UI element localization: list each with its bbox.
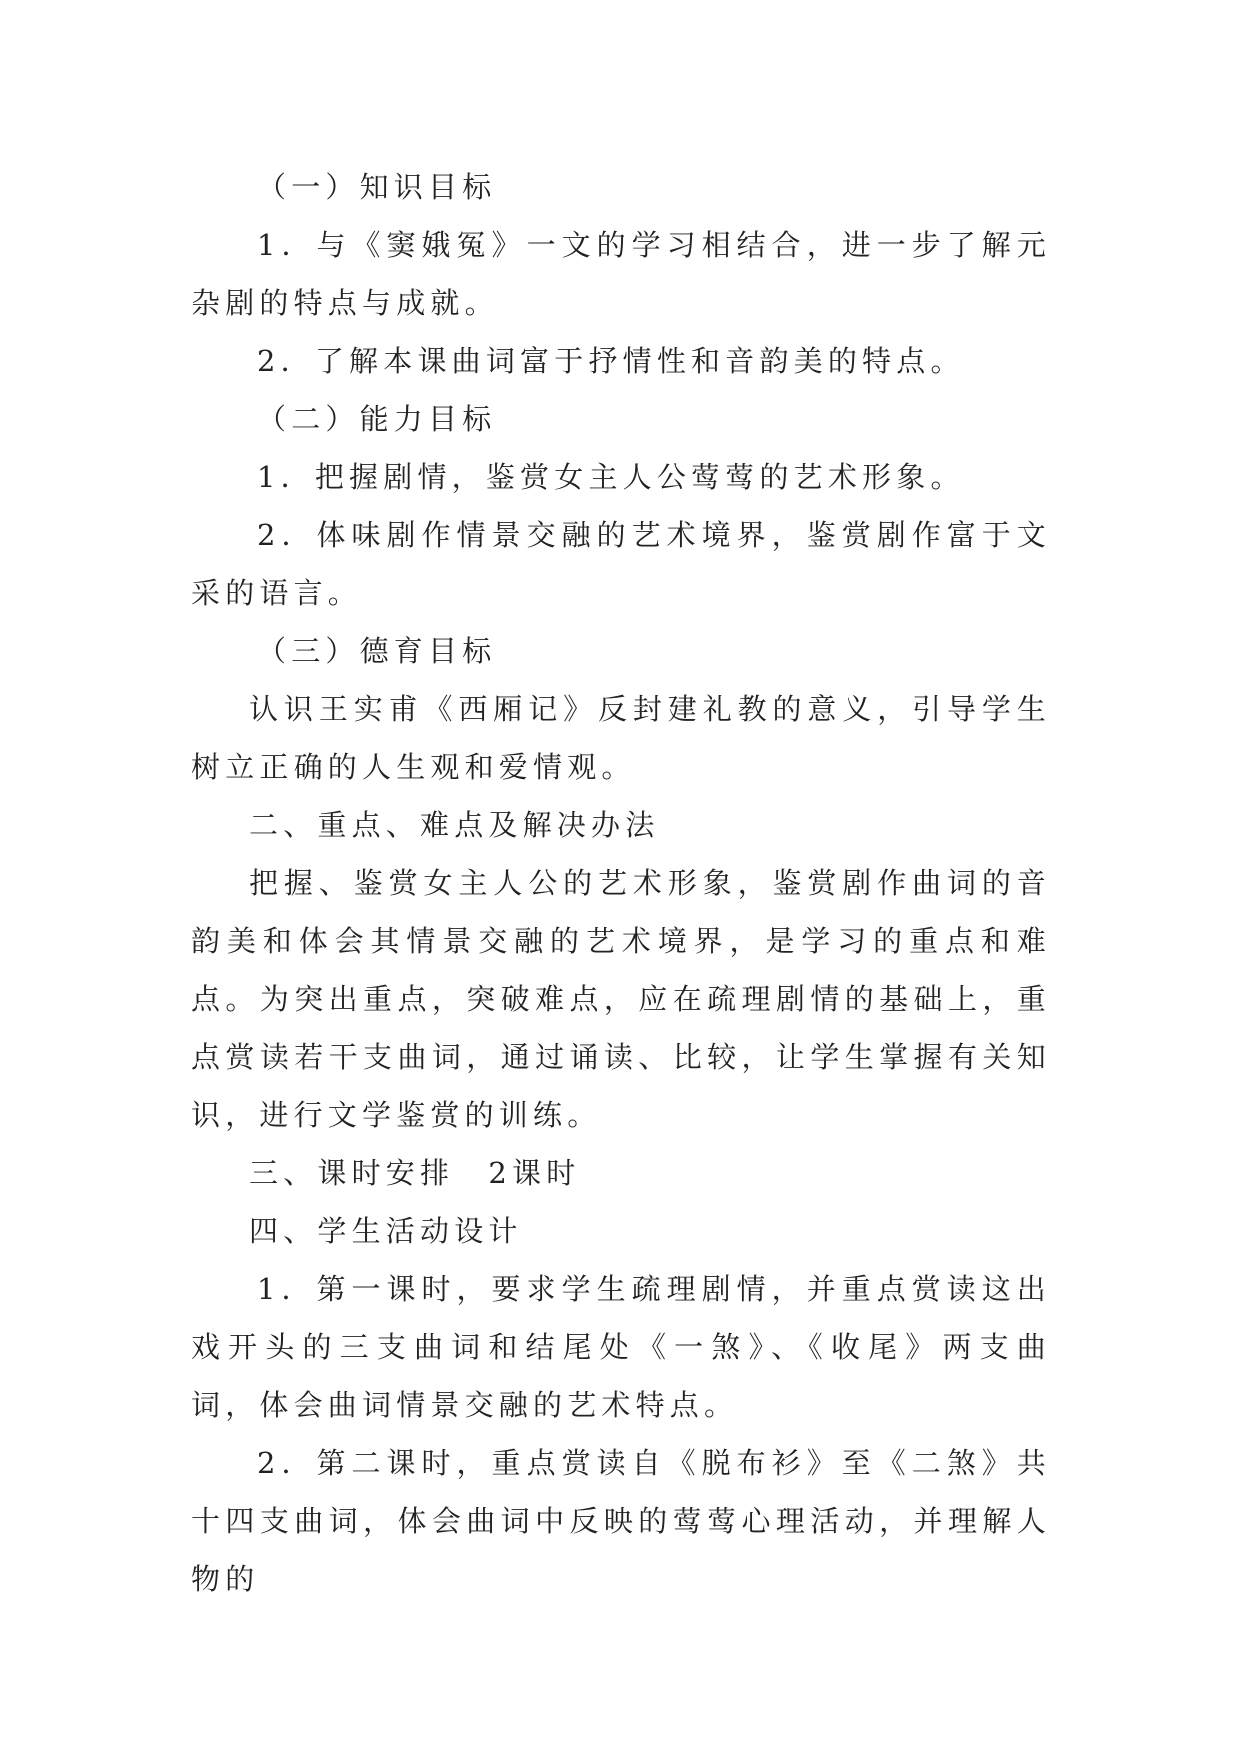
paragraph-moral-goal: 认识王实甫《西厢记》反封建礼教的意义，引导学生树立正确的人生观和爱情观。 xyxy=(191,692,1051,784)
paragraph-knowledge-goal-1: 1．与《窦娥冤》一文的学习相结合，进一步了解元杂剧的特点与成就。 xyxy=(191,228,1051,320)
paragraph-key-points: 把握、鉴赏女主人公的艺术形象，鉴赏剧作曲词的音韵美和体会其情景交融的艺术境界，是学习的重点和难点。为突出重点，突破难点，应在疏理剧情的基础上，重点赏读若干支曲词，通过诵读、比较，让学生掌握有关知识，进行文学鉴赏的训练。 xyxy=(191,866,1051,1132)
document-body xyxy=(191,158,1051,1608)
section-heading-ability-goals: （二）能力目标 xyxy=(257,402,497,436)
paragraph-activity-1: 1．第一课时，要求学生疏理剧情，并重点赏读这出戏开头的三支曲词和结尾处《一煞》、《收尾》两支曲词，体会曲词情景交融的艺术特点。 xyxy=(191,1272,1051,1422)
section-heading-knowledge-goals: （一）知识目标 xyxy=(257,170,497,204)
paragraph-ability-goal-1: 1．把握剧情，鉴赏女主人公莺莺的艺术形象。 xyxy=(257,460,965,494)
section-heading-moral-goals: （三）德育目标 xyxy=(257,634,497,668)
section-heading-activities: 四、学生活动设计 xyxy=(249,1214,523,1248)
section-heading-schedule: 三、课时安排 2课时 xyxy=(249,1156,581,1190)
section-heading-key-points: 二、重点、难点及解决办法 xyxy=(249,808,660,842)
paragraph-activity-2: 2．第二课时，重点赏读自《脱布衫》至《二煞》共十四支曲词，体会曲词中反映的莺莺心理活动，并理解人物的 xyxy=(191,1446,1051,1596)
paragraph-knowledge-goal-2: 2．了解本课曲词富于抒情性和音韵美的特点。 xyxy=(257,344,965,378)
paragraph-ability-goal-2: 2．体味剧作情景交融的艺术境界，鉴赏剧作富于文采的语言。 xyxy=(191,518,1051,610)
